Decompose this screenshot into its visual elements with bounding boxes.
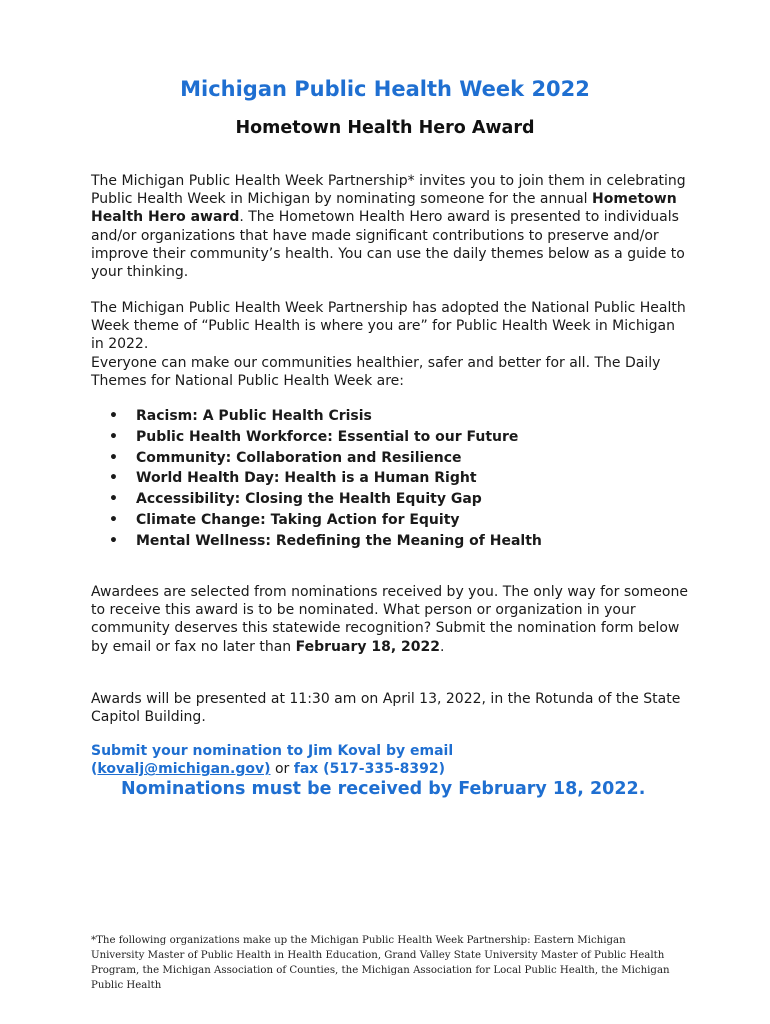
footnote: *The following organizations make up the Michigan Public Health Week Partnership: Eastern Michigan University Master of Public Health in Health Education, Grand Valley State University Master of Public Health Program, the Michigan Association of Counties, the Michigan Association for Local Public Health, the Michigan Public Health — [91, 935, 670, 991]
list-item — [109, 489, 542, 510]
bullet-icon: • — [109, 532, 118, 549]
page-title: Michigan Public Health Week 2022 — [180, 77, 590, 101]
bullet-icon: • — [109, 408, 118, 424]
theme-label: Accessibility: Closing the Health Equity Gap — [136, 491, 482, 508]
theme-label: Mental Wellness: Redefining the Meaning of Health — [136, 532, 542, 549]
theme-label: World Health Day: Health is a Human Right — [136, 470, 477, 487]
themes-lead-line: Everyone can make our communities healthier, safer and better for all. The Daily Themes for National Public Health Week are: — [91, 354, 661, 389]
bullet-icon: • — [109, 449, 118, 466]
deadline-notice: Nominations must be received by February 18, 2022. — [121, 779, 646, 799]
intro-paragraph — [91, 172, 691, 281]
nomination-paragraph — [91, 583, 691, 656]
list-item — [109, 510, 542, 531]
theme-label: Public Health Workforce: Essential to our Future — [136, 428, 519, 445]
list-item — [109, 531, 542, 552]
theme-label: Racism: A Public Health Crisis — [136, 408, 372, 424]
list-item — [109, 448, 542, 469]
list-item — [109, 468, 542, 489]
bullet-icon: • — [109, 511, 118, 528]
daily-themes-list — [109, 406, 542, 552]
or-text: or — [270, 761, 294, 778]
award-subtitle: Hometown Health Hero Award — [235, 118, 535, 138]
fax-number: fax (517-335-8392) — [293, 761, 446, 778]
bullet-icon: • — [109, 428, 118, 445]
email-link[interactable]: kovalj@michigan.gov) — [97, 761, 271, 778]
submit-line: Submit your nomination to Jim Koval by email — [91, 743, 454, 759]
theme-paragraph — [91, 299, 691, 390]
list-item — [109, 406, 542, 427]
presentation-paragraph: Awards will be presented at 11:30 am on April 13, 2022, in the Rotunda of the State Capitol Building. — [91, 691, 681, 726]
bullet-icon: • — [109, 470, 118, 487]
theme-label: Climate Change: Taking Action for Equity — [136, 511, 460, 528]
contact-line — [91, 760, 453, 778]
open-paren: ( — [91, 761, 98, 778]
intro-text-a: The Michigan Public Health Week Partnership* invites you to join them in celebrating Public Health Week in Michigan by nominating someone for the annual — [91, 173, 686, 208]
nomination-due-date: February 18, 2022 — [295, 638, 441, 655]
list-item — [109, 427, 542, 448]
theme-intro-line: The Michigan Public Health Week Partnership has adopted the National Public Health Week theme of “Public Health is where you are” for Public Health Week in Michigan in 2022. — [91, 300, 686, 353]
theme-label: Community: Collaboration and Resilience — [136, 449, 462, 466]
bullet-icon: • — [109, 491, 118, 508]
intro-award-name: Hometown Health Hero award — [91, 191, 677, 226]
nomination-text-b: . — [440, 638, 445, 655]
submit-instructions — [91, 742, 453, 778]
nomination-text-a: Awardees are selected from nominations received by you. The only way for someone to receive this award is to be nominated. What person or organization in your community deserves this statewide recognition? Submit the nomination form below by email or fax no later than — [91, 584, 688, 655]
intro-text-b: . The Hometown Health Hero award is presented to individuals and/or organizations that have made significant contributions to preserve and/or improve their community’s health. You can use the daily themes below as a guide to your thinking. — [91, 209, 685, 281]
